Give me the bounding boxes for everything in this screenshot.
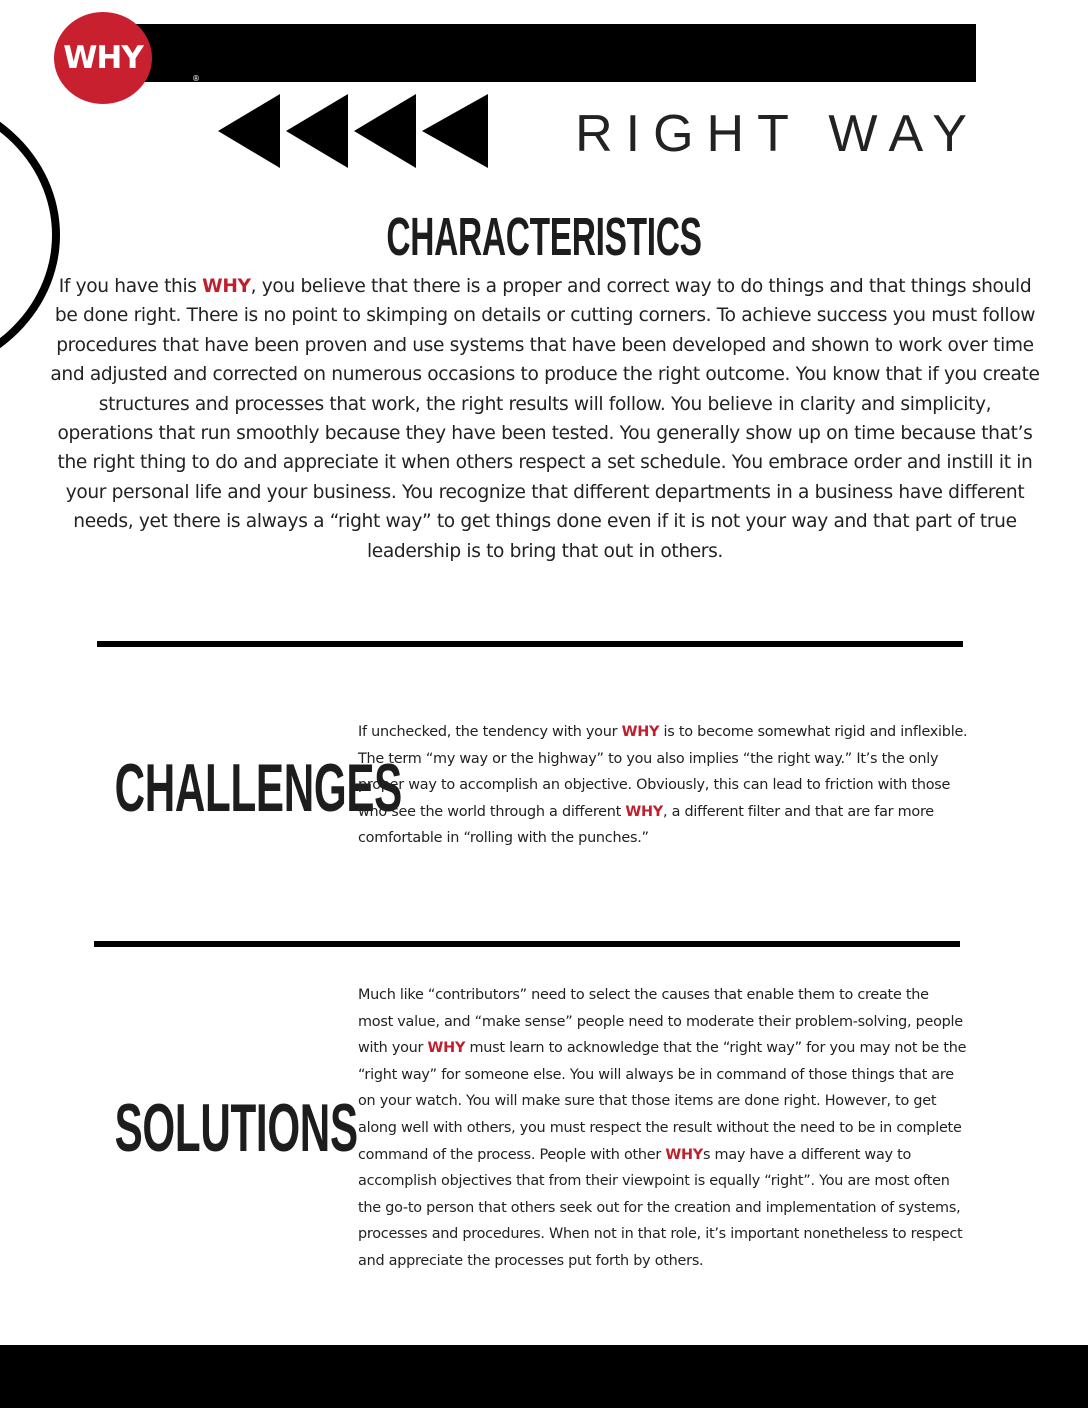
why-logo [54,12,200,104]
solutions-heading: SOLUTIONS [114,1090,358,1166]
text-segment: must learn to acknowledge that the “right way” for you may not be the “right way” for someone else. You will always be in command of those things that are on your watch. You will make sure that those items are done right. However, to get along well with others, you must respect the result without the need to be in complete command of the process. People with other [358,1040,967,1163]
section-divider [97,641,963,647]
why-keyword: WHY [427,1040,466,1057]
section-divider [94,941,960,947]
why-keyword: WHY [665,1146,703,1163]
registered-mark: ® [192,74,200,83]
challenges-heading: CHALLENGES [114,750,402,826]
footer-bar [0,1345,1088,1408]
why-keyword: WHY [625,803,663,820]
logo-text: WHY [63,40,143,76]
challenges-paragraph [358,719,968,852]
text-segment: Much like “contributors” need to select the causes that enable them to create the most value, and “make sense” people need to moderate their problem-solving, people with your [358,987,963,1057]
page-title: RIGHT WAY [575,105,980,163]
solutions-paragraph [358,982,968,1275]
text-segment: , a different filter and that are far more comfortable in “rolling with the punches.” [358,803,934,847]
why-keyword: WHY [621,724,660,740]
why-keyword: WHY [202,276,251,297]
text-segment: If you have this [58,276,203,297]
rewind-arrows-icon [210,90,500,174]
characteristics-heading: CHARACTERISTICS [386,207,702,267]
text-segment: , you believe that there is a proper and correct way to do things and that things should be done right. There is no point to skimping on details or cutting corners. To achieve success you must follow procedures that have been proven and use systems that have been developed and shown to work over time and adjusted and corrected on numerous occasions to produce the right outcome. You know that if you create structures and processes that work, the right results will follow. You believe in clarity and simplicity, operations that run smoothly because they have been tested. You generally show up on time because that’s the right thing to do and appreciate it when others respect a set schedule. You embrace order and instill it in your personal life and your business. You recognize that different departments in a business have different needs, yet there is always a “right way” to get things done even if it is not your way and that part of true leadership is to bring that out in others. [50,276,1040,562]
text-segment: If unchecked, the tendency with your [358,724,622,740]
header-bar [120,24,976,82]
arrow-icon [286,94,348,168]
characteristics-paragraph [50,272,1040,566]
arrow-icon [218,94,280,168]
arrow-icon [354,94,416,168]
text-segment: is to become somewhat rigid and inflexible. The term “my way or the highway” to you also implies “the right way.” It’s the only proper way to accomplish an objective. Obviously, this can lead to friction with those who see the world through a different [358,724,968,820]
text-segment: s may have a different way to accomplish objectives that from their viewpoint is equally “right”. You are most often the go-to person that others seek out for the creation and implementation of systems, processes and procedures. When not in that role, it’s important nonetheless to respect and appreciate the processes put forth by others. [358,1146,963,1269]
arrow-icon [422,94,488,168]
